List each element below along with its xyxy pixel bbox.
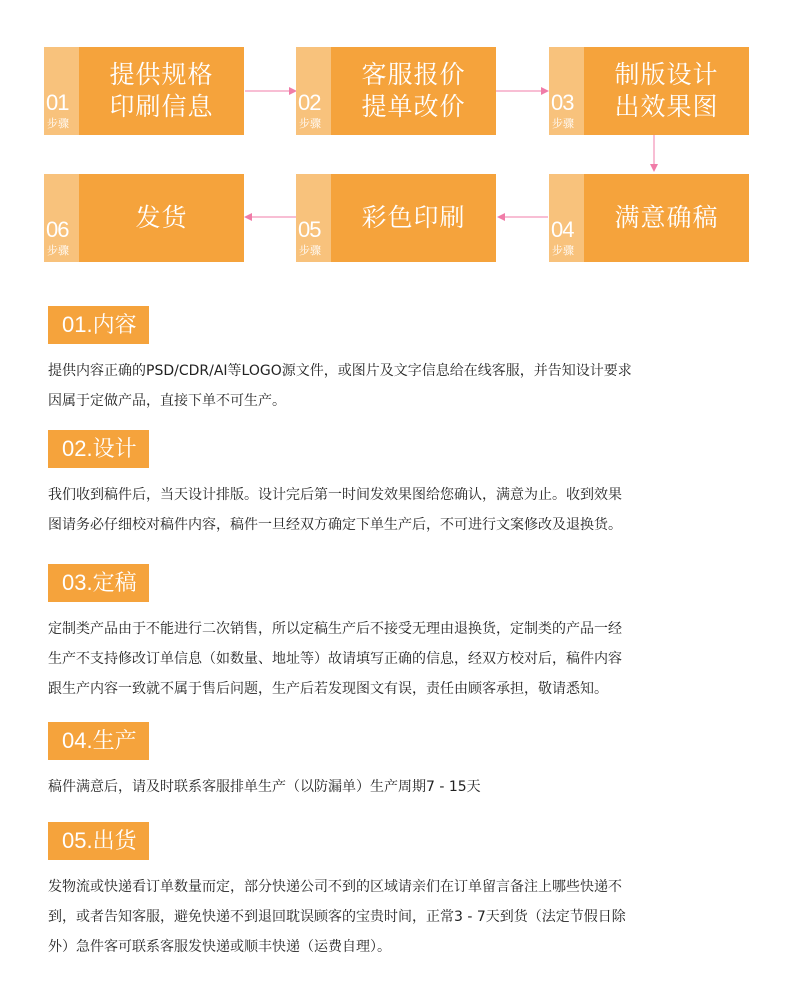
step-label [584,47,749,135]
section-text-production [48,772,748,802]
text-line: 外）急件客可联系客服发快递或顺丰快递（运费自理）。 [48,939,391,955]
step-caption: 步骤 [47,117,69,130]
process-flow [0,0,790,280]
text-line: 稿件满意后，请及时联系客服排单生产（以防漏单）生产周期7 - 15天 [48,779,481,795]
step-label [331,174,496,262]
step-caption: 步骤 [299,117,321,130]
step-number: 01 [46,90,69,115]
step-label [79,47,244,135]
step-label [584,174,749,262]
section-heading-final-draft: 03.定稿 [48,564,149,602]
text-line: 提供内容正确的PSD/CDR/AI等LOGO源文件，或图片及文字信息给在线客服，并告知设计要求 [48,363,632,379]
step-number: 04 [551,217,574,242]
section-heading-shipping: 05.出货 [48,822,149,860]
section-text-design [48,480,748,540]
step-label-line: 印刷信息 [109,92,214,121]
step-4 [549,174,749,262]
step-label-line: 客服报价 [361,60,466,89]
step-label-line: 满意确稿 [614,203,719,232]
step-3 [549,47,749,135]
step-caption: 步骤 [299,244,321,257]
step-label-line: 出效果图 [614,92,719,121]
section-text-content [48,356,748,416]
text-line: 跟生产内容一致就不属于售后问题，生产后若发现图文有误，责任由顾客承担，敬请悉知。 [48,681,608,697]
step-number: 05 [298,217,321,242]
step-number: 02 [298,90,321,115]
step-2 [296,47,496,135]
text-line: 生产不支持修改订单信息（如数量、地址等）故请填写正确的信息，经双方校对后，稿件内容 [48,651,622,667]
text-line: 到，或者告知客服，避免快递不到退回耽误顾客的宝贵时间，正常3 - 7天到货（法定节假日除 [48,909,626,925]
step-label-line: 发货 [135,203,188,232]
step-label-line: 制版设计 [614,60,719,89]
text-line: 定制类产品由于不能进行二次销售，所以定稿生产后不接受无理由退换货，定制类的产品一经 [48,621,622,637]
section-text-shipping [48,872,748,962]
section-heading-production: 04.生产 [48,722,149,760]
step-caption: 步骤 [552,244,574,257]
text-line: 发物流或快递看订单数量而定，部分快递公司不到的区域请亲们在订单留言备注上哪些快递不 [48,879,622,895]
step-caption: 步骤 [552,117,574,130]
step-label [79,174,244,262]
step-number: 03 [551,90,574,115]
step-label-line: 提供规格 [109,60,214,89]
text-line: 图请务必仔细校对稿件内容，稿件一旦经双方确定下单生产后，不可进行文案修改及退换货。 [48,517,622,533]
section-heading-design: 02.设计 [48,430,149,468]
step-label [331,47,496,135]
step-label-line: 彩色印刷 [361,203,466,232]
step-label-line: 提单改价 [361,92,466,121]
step-6 [44,174,244,262]
section-heading-content: 01.内容 [48,306,149,344]
step-5 [296,174,496,262]
text-line: 我们收到稿件后，当天设计排版。设计完后第一时间发效果图给您确认，满意为止。收到效果 [48,487,622,503]
step-number: 06 [46,217,69,242]
step-caption: 步骤 [47,244,69,257]
step-1 [44,47,244,135]
section-text-final-draft [48,614,748,704]
text-line: 因属于定做产品，直接下单不可生产。 [48,393,286,409]
